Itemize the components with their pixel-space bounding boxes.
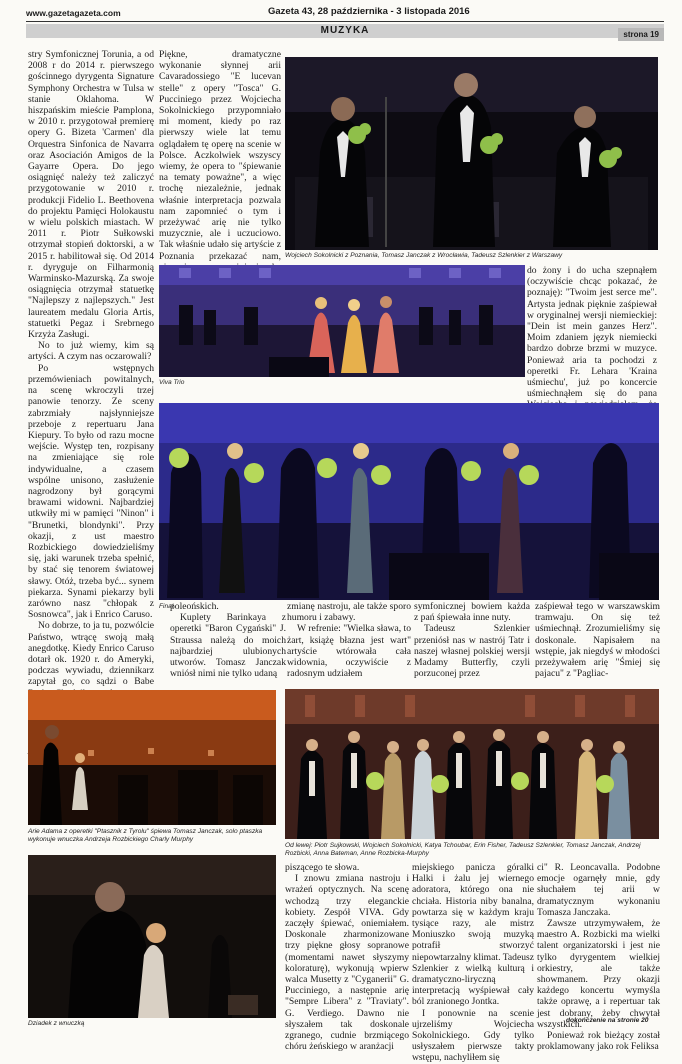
paragraph: I znowu zmiana nastroju i wrażeń optycznych. Na scenę wchodzą trzy eleganckie kobiety. Zespół VIVA. Gdy zaczęły śpiewać, oniemiałem. Doskonale zharmonizowane trzy piękne głosy sopranowe (momentami nawet słyszymy koloraturę), wykonują wpierw walca Musetty z "Cyganerii" G. Pucciniego, a następnie arię "Sempre Libera" z "Traviaty". G. Verdiego. Dawno nie słyszałem tak doskonale zgranego, cudnie brzmiącego chóru żeńskiego w aranżacji — [285, 873, 409, 1053]
paragraph: Zawsze utrzymywałem, że maestro A. Rozbicki ma wielki talent organizatorski i jest nie tylko dyrygentem wielkiej orkiestry, ale także showmanem. Przy okazji każdego koncertu wymyśla także oprawę, a i repertuar tak jest dobrany, żeby chwytał wszystkich. — [537, 918, 660, 1030]
paragraph: do żony i do ucha szepnąłem (oczywiście chcąc pokazać, że poznaję): "Twoim jest serce me". Artysta jednak pięknie zaśpiewał w oryginalnej wersji niemieckiej: "Dein ist mein ganzes Herz". Moim zdaniem język niemiecki bardzo dobrze brzmi w muzyce. Ponieważ aria ta pochodzi z operetki Fr. Lehara 'Kraina uśmiechu', już po koncercie uśmiechnąłem się do pana — [527, 265, 657, 400]
paragraph: I ponownie na scenie ujrzeliśmy Wojciecha Sokolnickiego. Gdy tylko usłyszałem pierwsze takty wstępu, nachyliłem się — [412, 1007, 534, 1064]
paragraph: ci" R. Leoncavalla. Podobne emocje ogarnęły mnie, gdy słuchałem tej arii w dramatycznym wykonaniu Tomasza Janczaka. — [537, 862, 660, 918]
paragraph: stry Symfonicznej Torunia, a od 2008 r do 2014 r. pierwszego gościnnego dyrygenta Signature Symphony Orchestra w Tulsa w stanie Oklahoma. W hiszpańskim mieście Pamplona, w 2010 r. przygotował premierę opery G. Bizeta 'Carmen' dla Orquestra Sinfonica de Navarra oraz Asociación Amigos de la Gayarre Opera. Do jego osiągnięć należy też zaliczyć przygotowanie w 2010 r. produkcji Fidelio L. Beethovena do projektu Pamięci Holokaustu w wielu polskich miastach. W 2011 r. Piotr Sułkowski otrzymał stopień doktorski, a w 2015 r. habilitował się. Od 2014 r. dyryguje on Filharmonią Warminsko-Mazurską. Za swoje osiągnięcia otrzymał statuetkę "Najlepszy z najlepszych." Jest laureatem medalu Gloria Artis, statuetki Pegaz i Srebrnego Krzyża Zasługi. — [28, 49, 154, 341]
column-mid-4 — [535, 601, 660, 685]
paragraph: No to już wiemy, kim są artyści. A czym nas oczarowali? — [28, 340, 154, 363]
column-2 — [159, 49, 281, 284]
caption-photo-1: Wojciech Sokolnicki z Poznania, Tomasz Janczak z Wrocławia, Tadeusz Szlenkier z Warszawy — [285, 252, 563, 259]
photo-finale — [159, 403, 659, 600]
header-rule — [26, 21, 664, 22]
photo-grandfather — [28, 855, 276, 1018]
paragraph: miejskiego panicza góralki Halki i żalu jej wiernego adoratora, którego ona nie chciała. Historia niby banalna, powtarza się w każdym kraju tysiące razy, ale mistrz Moniuszko swoją muzyką potrafił stworzyć niepowtarzalny klimat. Tadeusz Szlenkier z wielką kulturą i dramatyczno-liryczną interpretacją wyśpiewał cały ból zranionego Jontka. — [412, 862, 534, 1008]
column-mid-2 — [287, 601, 411, 685]
paragraph: poleońskich. — [170, 601, 219, 612]
page-number: strona 19 — [618, 28, 664, 41]
paragraph: W refrenie: "Wielka sława, to żart, książę błazna jest wart" artyście wtórowała cała widownia, oczywiście z radosnym udziałem — [287, 623, 411, 680]
site-url[interactable]: www.gazetagazeta.com — [26, 8, 121, 18]
paragraph: zaśpiewał tego w warszawskim tramwaju. On się też uśmiechnął. Zrozumieliśmy się doskonale. Napisałem na wstępie, jak niegdyś w młodości przeżywałem arię "Śmiej się pajacu" z "Pagliac- — [535, 601, 660, 680]
continued-note[interactable]: dokończenie na stronie 20 — [566, 1017, 649, 1024]
paragraph: Piękne, dramatyczne wykonanie słynnej arii Cavaradossiego "E lucevan stelle" z opery "Tosca" G. Pucciniego przez Wojciecha Sokolnickiego przypomniało mi moment, kiedy po raz pierwszy wiele lat temu oglądałem tę operę na scenie w Polsce. Aczkolwiek wszyscy wiemy, że opera to "śpiewanie na tematy poważne", a więc trochę niezależnie, jednak właśnie interpretacja pozwala nam zapomnieć o tym i przeżywać arię nie tylko muzycznie, ale i uczuciowo. Tak właśnie udało się artyście z Poznania przekazać nam, — [159, 49, 281, 262]
photo-viva-trio — [159, 265, 525, 377]
page-header — [0, 0, 682, 48]
paragraph: Tadeusz Szlenkier przeniósł nas w nastrój Tatr i naszej własnej polskiej wersji Madamy Butterfly, czyli porzuconej przez — [414, 623, 530, 680]
caption-photo-6: Dziadek z wnuczką — [28, 1020, 85, 1027]
column-1 — [28, 49, 154, 699]
column-bottom-1 — [285, 862, 409, 1053]
column-bottom-2 — [412, 862, 534, 1064]
paragraph: Ponieważ rok bieżący został proklamowany jako rok Feliksa — [537, 1030, 660, 1053]
photo-group — [285, 689, 659, 839]
issue-line: Gazeta 43, 28 października - 3 listopada 2016 — [268, 6, 470, 17]
caption-photo-4: Arie Adama z operetki "Ptasznik z Tyrolu" śpiewa Tomasz Janczak, solo ptaszka wykonuje wnuczka Andrzeja Rozbickiego Charly Murphy — [28, 828, 263, 843]
photo-ptasznik — [28, 690, 276, 825]
paragraph: Kuplety Barinkaya z operetki "Baron Cygański" J. Straussa należą do moich najbardziej ulubionych utworów. Tomasz Janczak wniósł nimi nie tylko udaną — [170, 612, 286, 680]
column-3 — [527, 265, 657, 401]
section-title: MUZYKA — [26, 24, 664, 38]
paragraph: zmianę nastroju, ale także sporo humoru i zabawy. — [287, 601, 411, 624]
photo-three-tenors — [285, 57, 658, 250]
paragraph: Po wstępnych przemówieniach powitalnych, na scenę wkroczyli trzej panowie tenorzy. Ze sceny zabrzmiały najsłynniejsze przeboje z repertuaru Jana Kiepury. To było od razu mocne wejście. Występ ten, rozpisany na zmieniające się role indywidualne, a czasem wspólne unisono, zasłużenie nagrodzony był gorącymi brawami widowni. Najbardziej utkwiły mi w pamięci "Ninon" i "Brunetki, blondynki". Przy okazji, z ust maestro Rozbickiego dowiedzieliśmy się, jaki warunek trzeba spełnić, by stać się tenorem światowej sławy. Otóż, trzeba być... synem piekarza. Synami piekarzy byli zarówno nasz "chłopak z Sosnowca", jak i Enrico Caruso. — [28, 362, 154, 621]
paragraph: piszącego te słowa. — [285, 862, 360, 873]
caption-photo-3: Finał — [159, 603, 174, 610]
column-mid-1 — [170, 601, 286, 685]
caption-photo-2: Viva Trio — [159, 379, 185, 386]
paragraph: No dobrze, to ja tu, pozwólcie Państwo, wtrącę swoją małą anegdotkę. Kiedy Enrico Caruso dotarł ok. 1920 r. do Ameryki, podczas wywiadu, dziennikarz zapytał go, co sądzi o Babe — [28, 620, 154, 688]
column-mid-3 — [414, 601, 530, 685]
caption-photo-5: Od lewej: Piotr Sujkowski, Wojciech Sokolnicki, Katya Tchoubar, Erin Fisher, Tadeusz Szlenkier, Tomasz Janczak, Andrzej Rozbicki, Anna Bateman, Anne Rozbicka-Murphy — [285, 842, 641, 857]
paragraph: symfonicznej bowiem każda z pań śpiewała inne nuty. — [414, 601, 530, 624]
